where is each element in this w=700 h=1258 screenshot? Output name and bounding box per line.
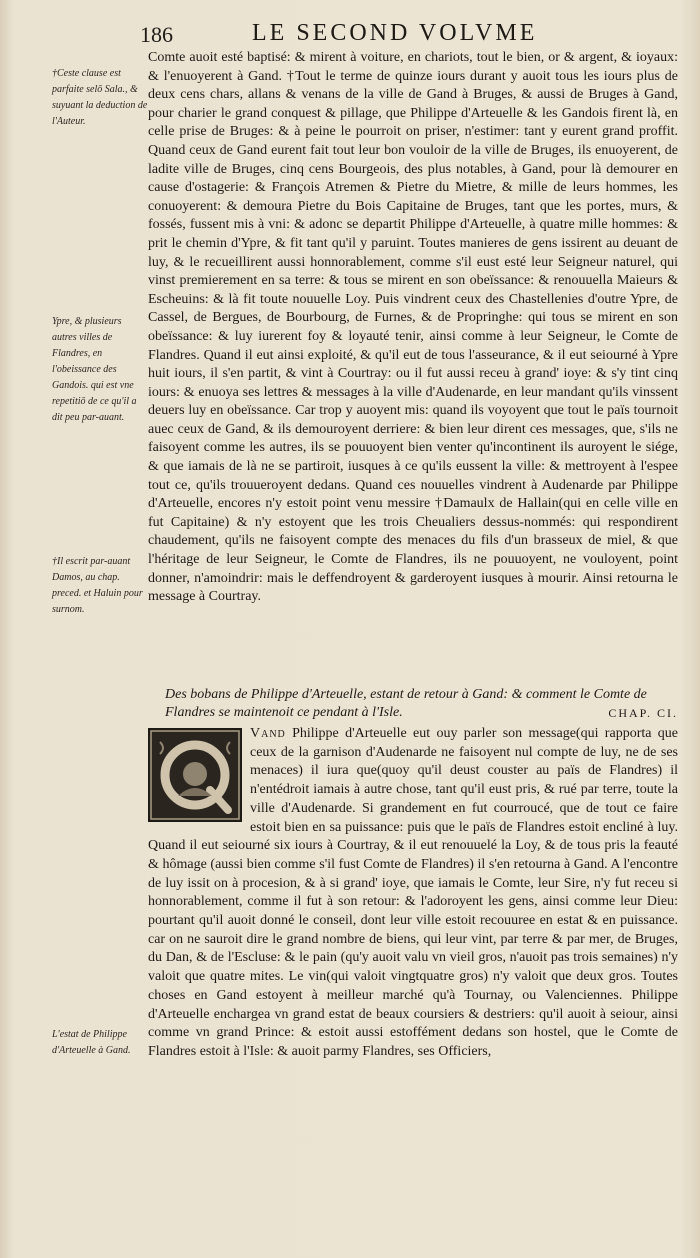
chapter-label: CHAP. CI.: [608, 706, 678, 720]
margin-note: †Il escrit par-auant Damos, au chap. preced. et Haluin pour surnom.: [52, 556, 143, 615]
page-header: [140, 14, 690, 50]
body-paragraph: Comte auoit esté baptisé: & mirent à voiture, en chariots, tout le bien, or & argent, & ioyaux: & l'enuoyerent à Gand. †Tout le terme de quinze iours durant y auoit tous les iours plus de deux cens chars, allans & venans de la ville de Gand à Bruges, & aussi de Bruges à Gand, pour charier le grand conquest & pillage, que Philippe d'Arteuelle & les Gandois firent là, en celle prise de Bruges: & à peine le pourroit on priser, n'estimer: tant y eurent grand proffit. Quand ceux de Gand eurent fait tout leur bon vouloir de la ville de Bruges, ils enuoyerent, de ladite ville de Bruges, cinq cens Bourgeois, des plus notables, à Gand, pour là demourer en cause d'ostagerie: & François Atremen & Pietre du Mietre, & mille de leurs hommes, les conuoyerent: & demoura Pietre du Bois Capitaine de Bruges, tant que les portes, murs, & fossés, fussent mis à vni: & adonc se departit Philippe d'Arteuelle, à quatre mille hommes: & prit le chemin d'Ypre, & fit tant qu'il y paruint. Toutes manieres de gens issirent au deuant de luy, & le recueillirent aussi honnorablement, comme s'il eust esté leur Seigneur naturel, qui vinst premierement en sa terre: & tous se mirent en son obeïssance: & renouuella Maieurs & Escheuins: & là fit toute nouuelle Loy. Puis vindrent ceux des Chastellenies d'outre Ypre, de Cassel, de Bergues, de Bourbourg, de Furnes, & de Propringhe: qui tous se mirent en son obeïssance: & luy iurerent foy & loyauté tenir, ainsi comme à leur Seigneur, le Comte de Flandres. Quand il eut ainsi exploité, & qu'il eut de tous l'asseurance, & il eut seiourné à Ypre huit iours, il s'en partit, & vint à Courtray: ou il fut aussi receu à grand' ioye: & s'y tint cinq iours: & enuoya ses lettres & messages à la ville d'Audenarde, en leur mandant qu'ils vinssent deuers luy en obeïssance. Car trop y auoyent mis: quand ils voyoyent que tout le païs tournoit auec ceux de Gand, & ils demouroyent derriere: & bien leur dirent ces messages, que, s'ils ne faisoyent comme les autres, ils se pouuoyent bien venter qu'incontinent ils auroyent le siége, & que iamais de là ne se partiroit, iusques à ce qu'ils eussent la ville: & mettroyent à l'espee tout ce, qu'ils trouueroyent dedans. Quand ces nouuelles vindrent à Audenarde par Philippe d'Arteuelle, encores n'y estoit point venu messire †Damaulx de Hallain(qui en celle ville en fut Capitaine) & n'y estoyent que les trois Cheualiers dessus-nommés: qui respondirent chaudement, qu'ils ne faisoyent compte des menaces du fils d'un brasseux de miel, & que l'héritage de leur Seigneur, le Comte de Flandres, ils ne pouuoyent, ne vouloyent, point donner, n'amoindrir: mais le deffendroyent & garderoyent iusques à mourir. Ainsi retourna le message à Courtray.: [148, 50, 678, 605]
chapter-text: Philippe d'Arteuelle eut ouy parler son message(qui rapporta que ceux de la garnison d'Audenarde ne faisoyent nul compte de luy, ne de ses menaces) il iura que(quoy qu'il deust couster au païs de Flandres) il n'entédroit iamais à autre chose, tant qu'il eust pris, & rué par terre, toute la ville d'Audenarde. Si grandement en fut courroucé, que de tout ce faire estoit bien en sa puissance: puis que le païs de Flandres estoit encliné à luy. Quand il eut seiourné six iours à Courtray, & il eut renouuelé la Loy, & de tous pris la feauté & hômage (aussi bien comme s'il fust Comte de Flandres) il s'en retourna à Gand. A l'encontre de luy issit on à procesion, & à si grand' ioye, que iamais le Comte, leur Sire, n'y fut receu si honnorablement, comme il fut à son retour: & l'adoroyent les gens, ainsi comme leur Dieu: pourtant qu'il auoit donné le conseil, dont leur ville estoit recouuree en estat & en puissance. car on ne sauroit dire le grand nombre de biens, qui leur vint, par terre & par mer, de Bruges, du Dan, & de l'Escluse: & le pain (qu'y auoit valu vn vieil gros, n'auoit pas trois semaines) n'y valoit que quatre mites. Le vin(qui valoit vingtquatre gros) n'y valoit que deux gros. Toutes choses en Gand estoyent à meilleur marché qu'à Tournay, ou Valenciennes. Philippe d'Arteuelle enchargea vn grand estat de beaux coursiers & destriers: qu'il auoit à seiour, ainsi comme vn grand Prince: & estoit aussi estoffément dedans son hostel, que le Comte de Flandres estoit à l'Isle: & auoit parmy Flandres, ses Officiers,: [148, 726, 678, 1059]
page-number: 186: [140, 22, 173, 47]
margin-note: Ypre, & plusieurs autres villes de Flandres, en l'obeissance des Gandois. qui est vne repetitiō de ce qu'il a dit peu par-auant.: [52, 316, 137, 423]
margin-note: L'estat de Philippe d'Arteuelle à Gand.: [52, 1029, 131, 1056]
chapter-title: Des bobans de Philippe d'Arteuelle, estant de retour à Gand: & comment le Comte de Flandres se maintenoit ce pendant à l'Isle.: [165, 687, 647, 720]
margin-note: †Ceste clause est parfaite selō Sala., & suyuant la deduction de l'Auteur.: [52, 68, 148, 127]
drop-cap-ornament: [148, 728, 242, 822]
main-text: [148, 49, 678, 607]
chapter-body: [148, 725, 678, 1062]
running-head: LE SECOND VOLVME: [252, 20, 538, 46]
lead-word: Vand: [250, 726, 286, 741]
